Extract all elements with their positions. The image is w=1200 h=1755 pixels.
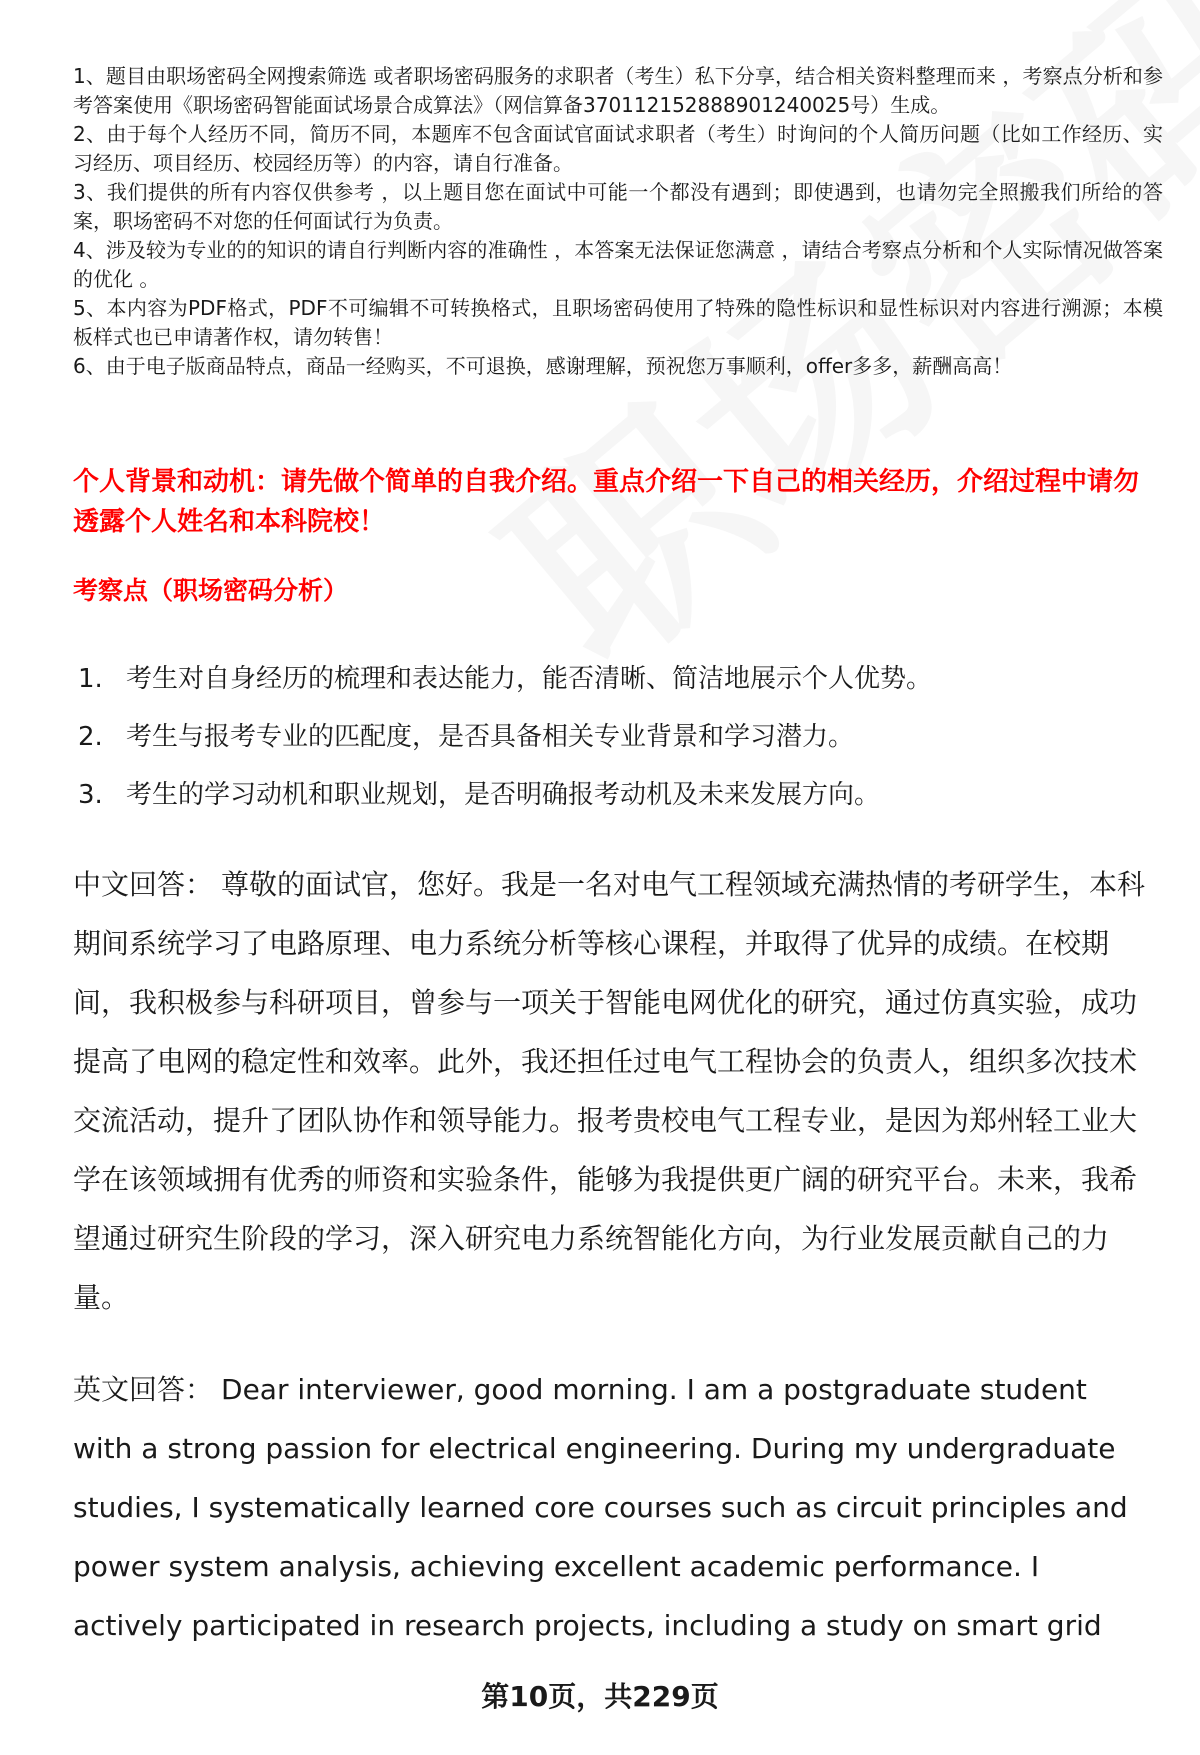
point-text: 考生对自身经历的梳理和表达能力，能否清晰、简洁地展示个人优势。 (126, 664, 933, 694)
point-text: 考生的学习动机和职业规划，是否明确报考动机及未来发展方向。 (126, 780, 881, 810)
point-text: 考生与报考专业的匹配度，是否具备相关专业背景和学习潜力。 (126, 722, 855, 752)
analysis-heading: 考察点（职场密码分析） (73, 576, 349, 605)
notice-item: 2、由于每个人经历不同，简历不同，本题库不包含面试官面试求职者（考生）时询问的个人简历问题（比如工作经历、实习经历、项目经历、校园经历等）的内容，请自行准备。 (73, 122, 1163, 175)
english-answer-text: Dear interviewer, good morning. I am a postgraduate student with a strong passion for electrical engineering. During my undergraduate studies, I systematically learned core courses such as circuit principles and power system analysis, achieving excellent academic performance. I actively participated in research projects, including a study on smart grid (73, 1373, 1128, 1642)
english-answer (73, 1360, 1155, 1655)
notice-item: 3、我们提供的所有内容仅供参考 ，以上题目您在面试中可能一个都没有遇到；即使遇到，也请勿完全照搬我们所给的答案，职场密码不对您的任何面试行为负责。 (73, 180, 1163, 233)
english-answer-label: 英文回答： (73, 1373, 214, 1406)
notice-item: 5、本内容为PDF格式，PDF不可编辑不可转换格式，且职场密码使用了特殊的隐性标识和显性标识对内容进行溯源；本模板样式也已申请著作权，请勿转售！ (73, 296, 1163, 349)
page-number: 第10页，共229页 (481, 1680, 719, 1713)
analysis-point (78, 650, 1158, 708)
point-number: 2. (78, 722, 103, 752)
point-number: 1. (78, 664, 103, 694)
chinese-answer-label: 中文回答： (73, 868, 214, 901)
question-title: 个人背景和动机：请先做个简单的自我介绍。重点介绍一下自己的相关经历，介绍过程中请勿透露个人姓名和本科院校！ (73, 467, 1140, 537)
notice-item: 1、题目由职场密码全网搜索筛选 或者职场密码服务的求职者（考生）私下分享，结合相关资料整理而来 ，考察点分析和参考答案使用《职场密码智能面试场景合成算法》（网信算备370112152888901240025号）生成。 (73, 64, 1163, 117)
notice-item: 4、涉及较为专业的的知识的请自行判断内容的准确性 ，本答案无法保证您满意 ，请结合考察点分析和个人实际情况做答案的优化 。 (73, 238, 1163, 291)
chinese-answer (73, 855, 1155, 1327)
notice-item: 6、由于电子版商品特点，商品一经购买，不可退换，感谢理解，预祝您万事顺利，offer多多，薪酬高高！ (73, 354, 1013, 378)
notice-list (73, 62, 1163, 381)
analysis-point (78, 766, 1158, 824)
analysis-points (78, 650, 1158, 824)
analysis-point (78, 708, 1158, 766)
point-number: 3. (78, 780, 103, 810)
chinese-answer-text: 尊敬的面试官，您好。我是一名对电气工程领域充满热情的考研学生，本科期间系统学习了电路原理、电力系统分析等核心课程，并取得了优异的成绩。在校期间，我积极参与科研项目，曾参与一项关于智能电网优化的研究，通过仿真实验，成功提高了电网的稳定性和效率。此外，我还担任过电气工程协会的负责人，组织多次技术交流活动，提升了团队协作和领导能力。报考贵校电气工程专业，是因为郑州轻工业大学在该领域拥有优秀的师资和实验条件，能够为我提供更广阔的研究平台。未来，我希望通过研究生阶段的学习，深入研究电力系统智能化方向，为行业发展贡献自己的力量。 (73, 868, 1146, 1314)
